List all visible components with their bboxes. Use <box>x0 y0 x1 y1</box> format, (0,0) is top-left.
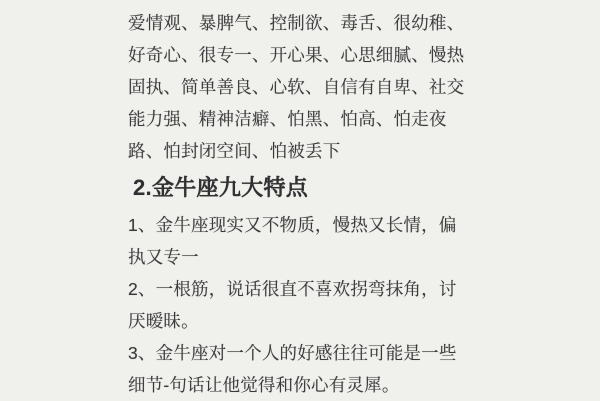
list-line: 3、金牛座对一个人的好感往往可能是一些 <box>128 343 457 363</box>
list-line: 2、一根筋，说话很直不喜欢拐弯抹角，讨 <box>128 279 457 299</box>
intro-line: 好奇心、很专一、开心果、心思细腻、慢热 <box>128 45 465 65</box>
list-line: 执又专一 <box>128 247 199 267</box>
section-heading: 2.金牛座九大特点 <box>133 175 309 200</box>
intro-line: 路、怕封闭空间、怕被丢下 <box>128 141 341 161</box>
list-line: 厌暧昧。 <box>128 311 199 331</box>
intro-line: 能力强、精神洁癖、怕黑、怕高、怕走夜 <box>128 109 447 129</box>
intro-line: 爱情观、暴脾气、控制欲、毒舌、很幼稚、 <box>128 13 465 33</box>
list-line: 细节-句话让他觉得和你心有灵犀。 <box>128 375 400 395</box>
list-line: 1、金牛座现实又不物质，慢热又长情，偏 <box>128 215 457 235</box>
intro-line: 固执、简单善良、心软、自信有自卑、社交 <box>128 77 465 97</box>
article-text <box>128 7 488 401</box>
